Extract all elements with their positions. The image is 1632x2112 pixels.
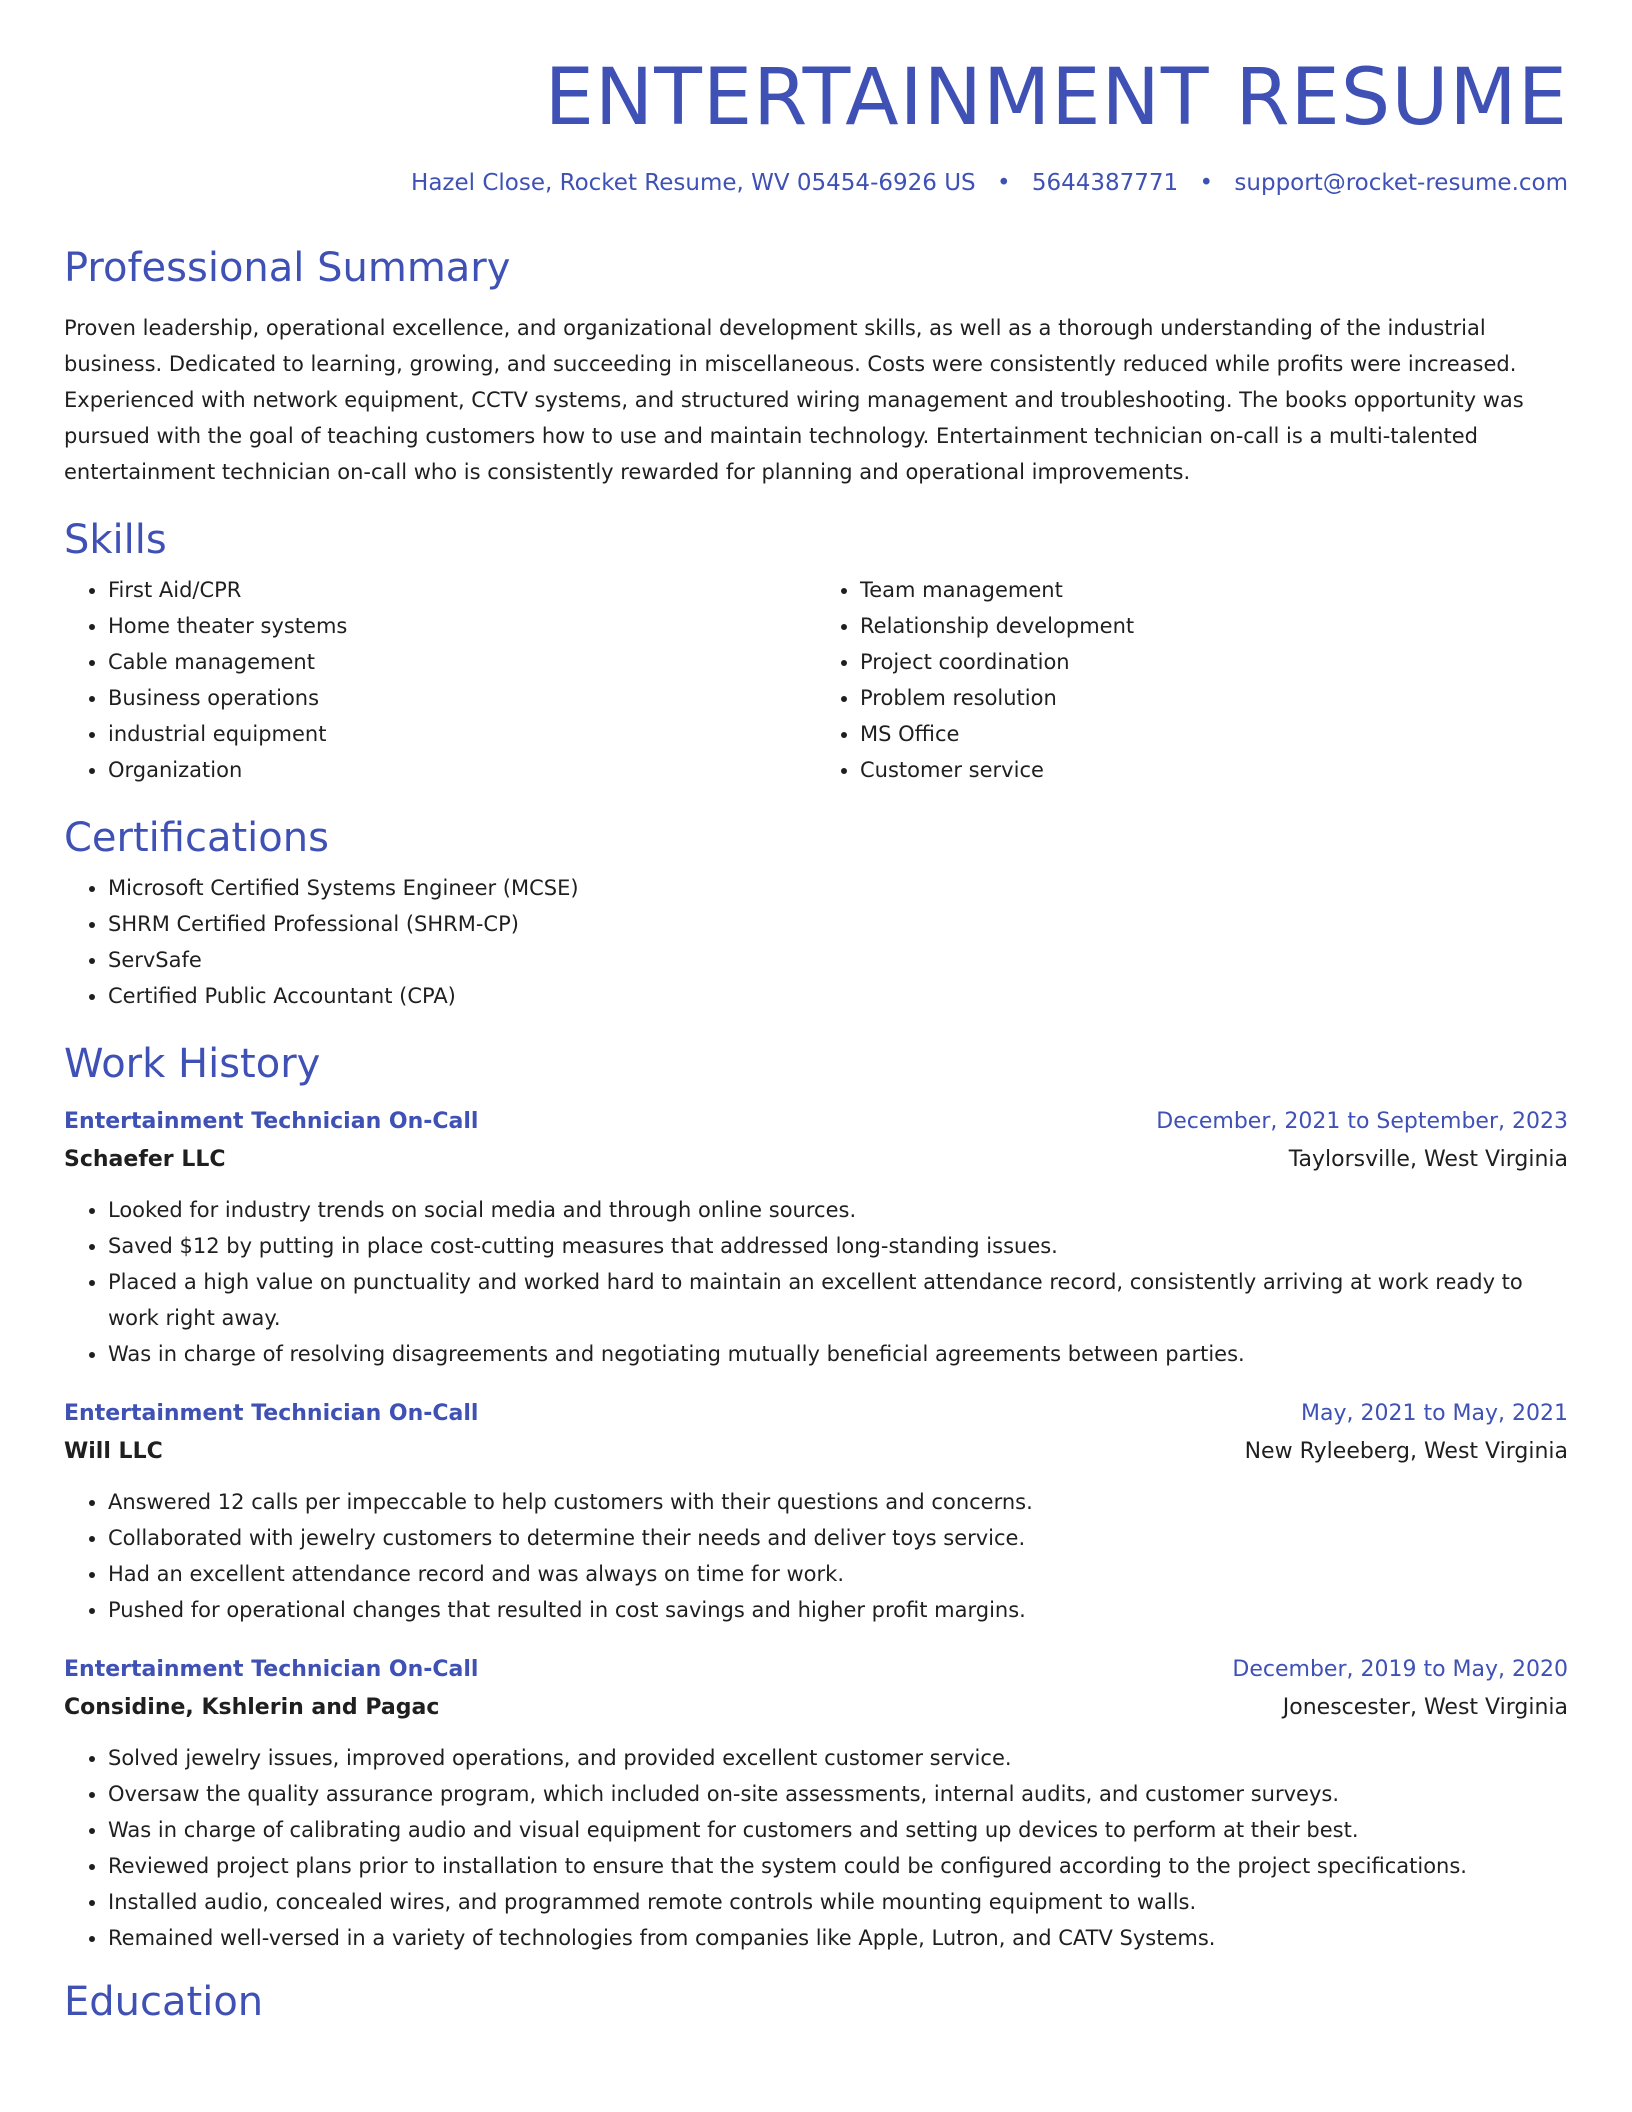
job-dates: December, 2021 to September, 2023 [1156,1108,1568,1134]
job-bullets [64,1484,1568,1628]
contact-phone: 5644387771 [1031,169,1179,196]
certifications-heading: Certifications [64,814,329,861]
job-company-row [64,1142,1568,1178]
skill-item: • Business operations [108,680,816,716]
job-bullet: • Installed audio, concealed wires, and programmed remote controls while mounting equipment to walls. [108,1884,1568,1920]
skill-item: • Project coordination [860,644,1568,680]
skill-item: • industrial equipment [108,716,816,752]
job-bullet: • Oversaw the quality assurance program, which included on-site assessments, internal audits, and customer surveys. [108,1776,1568,1812]
job-company-row [64,1690,1568,1726]
job-bullet: • Saved $12 by putting in place cost-cutting measures that addressed long-standing issues. [108,1228,1568,1264]
job-entry [64,1394,1568,1628]
skill-item: • Problem resolution [860,680,1568,716]
skills-column-left [64,572,816,788]
job-bullet: • Looked for industry trends on social media and through online sources. [108,1192,1568,1228]
summary-section [64,244,1568,490]
job-company-row [64,1434,1568,1470]
job-entry [64,1102,1568,1372]
job-location: Taylorsville, West Virginia [1288,1146,1568,1172]
job-bullet: • Remained well-versed in a variety of technologies from companies like Apple, Lutron, and CATV Systems. [108,1920,1568,1956]
certification-item: • ServSafe [108,942,1568,978]
skills-list-right [816,572,1568,788]
job-bullet: • Pushed for operational changes that resulted in cost savings and higher profit margins. [108,1592,1568,1628]
job-header-row [64,1394,1568,1434]
resume-title: ENTERTAINMENT RESUME [544,53,1568,143]
skill-item: • MS Office [860,716,1568,752]
job-header-row [64,1650,1568,1690]
job-company: Will LLC [64,1438,163,1464]
job-bullet: • Solved jewelry issues, improved operations, and provided excellent customer service. [108,1740,1568,1776]
skills-grid [64,572,1568,788]
skill-item: • Organization [108,752,816,788]
skill-item: • Team management [860,572,1568,608]
job-bullet: • Placed a high value on punctuality and worked hard to maintain an excellent attendance record, consistently arriving at work ready to work right away. [108,1264,1568,1336]
job-bullet: • Had an excellent attendance record and was always on time for work. [108,1556,1568,1592]
job-bullet: • Answered 12 calls per impeccable to help customers with their questions and concerns. [108,1484,1568,1520]
skills-section [64,516,1568,788]
job-company: Considine, Kshlerin and Pagac [64,1694,440,1720]
certifications-list [64,870,1568,1014]
certifications-section [64,814,1568,1014]
job-entry [64,1650,1568,1956]
work-history-heading: Work History [64,1040,321,1087]
education-section [64,1978,1568,2026]
skills-list-left [64,572,816,788]
job-bullets [64,1192,1568,1372]
contact-separator: • [1199,169,1214,196]
contact-address: Hazel Close, Rocket Resume, WV 05454-6926 US [411,169,976,196]
contact-email: support@rocket-resume.com [1234,169,1568,196]
summary-heading: Professional Summary [64,244,511,291]
job-bullet: • Was in charge of resolving disagreements and negotiating mutually beneficial agreements between parties. [108,1336,1568,1372]
job-bullets [64,1740,1568,1956]
contact-separator: • [996,169,1011,196]
skill-item: • First Aid/CPR [108,572,816,608]
skills-column-right [816,572,1568,788]
job-dates: December, 2019 to May, 2020 [1232,1656,1568,1682]
skill-item: • Relationship development [860,608,1568,644]
education-heading: Education [64,1978,264,2025]
skills-heading: Skills [64,516,167,563]
job-bullet: • Reviewed project plans prior to installation to ensure that the system could be configured according to the project specifications. [108,1848,1568,1884]
summary-text: Proven leadership, operational excellence, and organizational development skills, as well as a thorough understanding of the industrial business. Dedicated to learning, growing, and succeeding in miscellaneous. Costs were consistently reduced while profits were increased. Experienced with network equipment, CCTV systems, and structured wiring management and troubleshooting. The books opportunity was pursued with the goal of teaching customers how to use and maintain technology. Entertainment technician on-call is a multi-talented entertainment technician on-call who is consistently rewarded for planning and operational improvements. [64,315,1524,484]
contact-line [64,170,1568,196]
job-bullet: • Collaborated with jewelry customers to determine their needs and deliver toys service. [108,1520,1568,1556]
skill-item: • Cable management [108,644,816,680]
job-title: Entertainment Technician On-Call [64,1656,479,1682]
job-title: Entertainment Technician On-Call [64,1108,479,1134]
certification-item: • SHRM Certified Professional (SHRM-CP) [108,906,1568,942]
job-location: New Ryleeberg, West Virginia [1244,1438,1568,1464]
work-history-section [64,1040,1568,1956]
skill-item: • Customer service [860,752,1568,788]
skill-item: • Home theater systems [108,608,816,644]
job-location: Jonescester, West Virginia [1282,1694,1568,1720]
job-dates: May, 2021 to May, 2021 [1301,1400,1568,1426]
job-bullet: • Was in charge of calibrating audio and visual equipment for customers and setting up devices to perform at their best. [108,1812,1568,1848]
job-company: Schaefer LLC [64,1146,226,1172]
job-title: Entertainment Technician On-Call [64,1400,479,1426]
job-header-row [64,1102,1568,1142]
certification-item: • Certified Public Accountant (CPA) [108,978,1568,1014]
certification-item: • Microsoft Certified Systems Engineer (MCSE) [108,870,1568,906]
